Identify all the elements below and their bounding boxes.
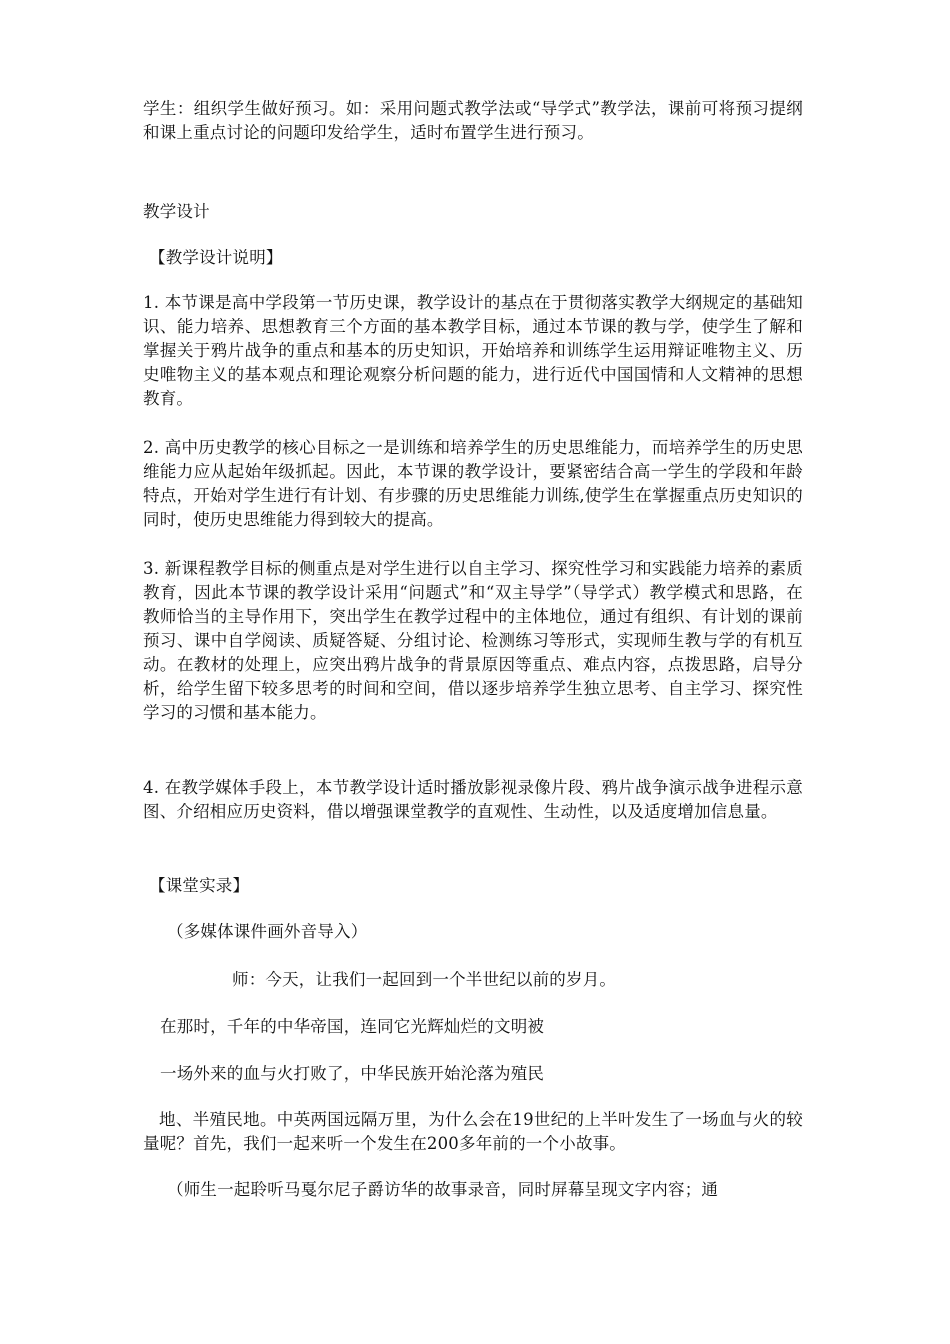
narration-line-1: 在那时，千年的中华帝国，连同它光辉灿烂的文明被 (160, 1017, 545, 1036)
multimedia-note: （多媒体课件画外音导入） (167, 922, 368, 941)
design-point-3: 3. 新课程教学目标的侧重点是对学生进行以自主学习、探究性学习和实践能力培养的素质教育，因此本节课的教学设计采用“问题式”和“双主导学”（导学式）教学模式和思路，在教师恰当的主导作用下，突出学生在教学过程中的主体地位，通过有组织、有计划的课前预习、课中自学阅读、质疑答疑、分组讨论、检测练习等形式，实现师生教与学的有机互动。在教材的处理上，应突出鸦片战争的背景原因等重点、难点内容，点拨思路，启导分析，给学生留下较多思考的时间和空间，借以逐步培养学生独立思考、自主学习、探究性学习的习惯和基本能力。 (143, 559, 803, 722)
design-point-4: 4. 在教学媒体手段上，本节教学设计适时播放影视录像片段、鸦片战争演示战争进程示意图、介绍相应历史资料，借以增强课堂教学的直观性、生动性，以及适度增加信息量。 (143, 778, 803, 821)
classroom-heading: 【课堂实录】 (149, 876, 250, 895)
design-point-1: 1. 本节课是高中学段第一节历史课，教学设计的基点在于贯彻落实教学大纲规定的基础知识、能力培养、思想教育三个方面的基本教学目标，通过本节课的教与学，使学生了解和掌握关于鸦片战争的重点和基本的历史知识，开始培养和训练学生运用辩证唯物主义、历史唯物主义的基本观点和理论观察分析问题的能力，进行近代中国国情和人文精神的思想教育。 (143, 293, 803, 408)
narration-line-2: 一场外来的血与火打败了，中华民族开始沦落为殖民 (160, 1064, 545, 1083)
intro-paragraph: 学生：组织学生做好预习。如：采用问题式教学法或“导学式”教学法，课前可将预习提纲和课上重点讨论的问题印发给学生，适时布置学生进行预习。 (143, 99, 803, 142)
section-heading: 教学设计 (143, 202, 210, 221)
design-point-2: 2. 高中历史教学的核心目标之一是训练和培养学生的历史思维能力，而培养学生的历史思维能力应从起始年级抓起。因此，本节课的教学设计，要紧密结合高一学生的学段和年龄特点，开始对学生进行有计划、有步骤的历史思维能力训练,使学生在掌握重点历史知识的同时，使历史思维能力得到较大的提高。 (143, 438, 803, 529)
teacher-line: 师：今天，让我们一起回到一个半世纪以前的岁月。 (232, 970, 617, 989)
design-note-heading: 【教学设计说明】 (149, 248, 283, 267)
listening-note-line: （师生一起聆听马戛尔尼子爵访华的故事录音，同时屏幕呈现文字内容；通 (167, 1180, 719, 1199)
narration-paragraph-3: 地、半殖民地。中英两国远隔万里，为什么会在19世纪的上半叶发生了一场血与火的较量呢？首先，我们一起来听一个发生在200多年前的一个小故事。 (143, 1110, 803, 1153)
